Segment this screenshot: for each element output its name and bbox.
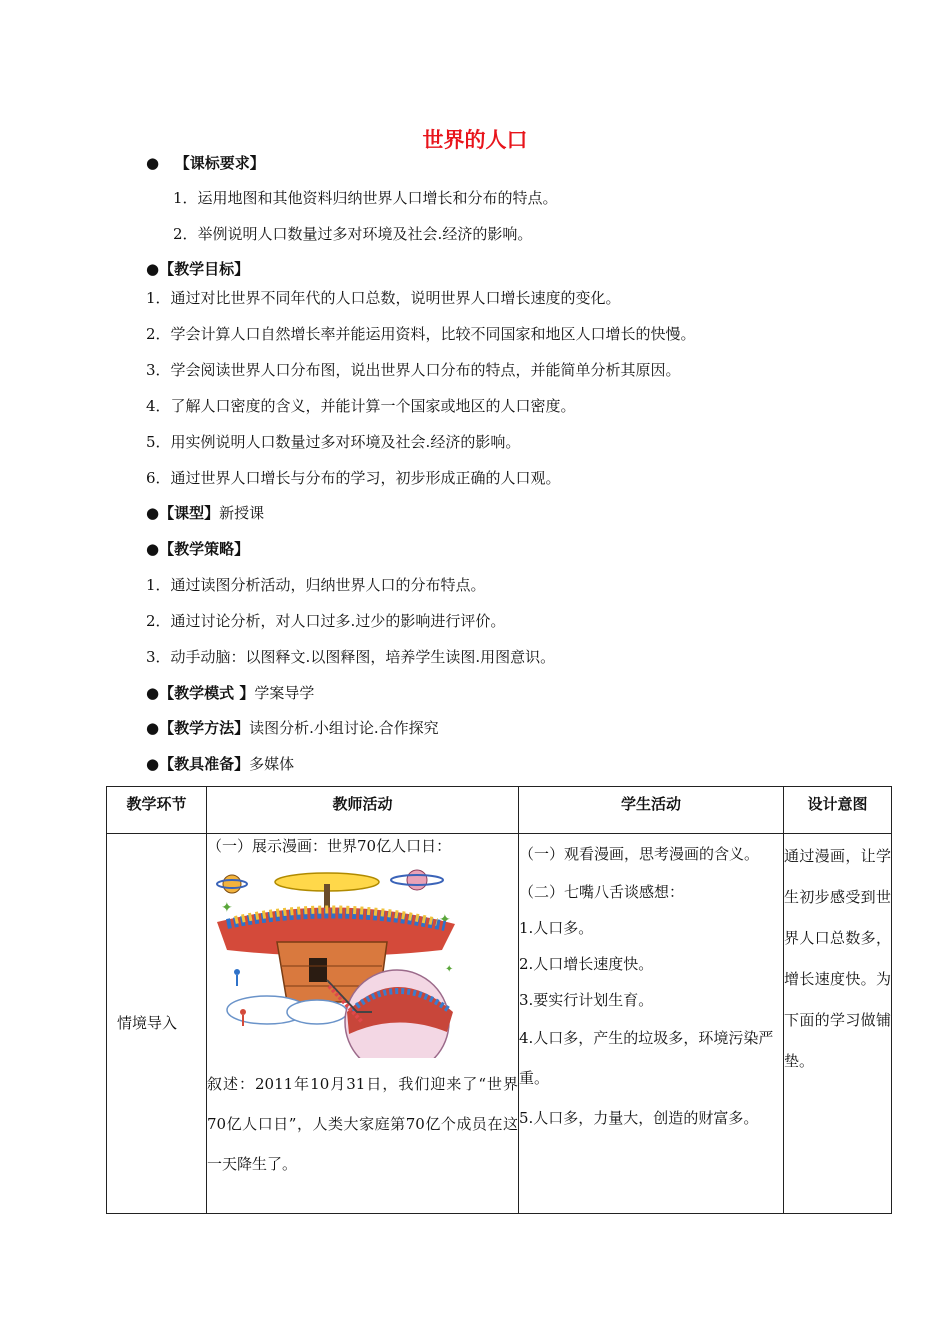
svg-text:✦: ✦	[445, 964, 454, 975]
teacher-intro: （一）展示漫画：世界70亿人口日：	[207, 837, 452, 855]
standard-item: 1．运用地图和其他资料归纳世界人口增长和分布的特点。	[173, 189, 558, 207]
strategy-item: 3．动手动脑：以图释文.以图释图，培养学生读图.用图意识。	[146, 648, 556, 666]
student-item: （二）七嘴八舌谈感想：	[519, 883, 685, 901]
student-activity-cell	[519, 834, 784, 1214]
header-student: 学生活动	[519, 787, 784, 834]
type-value: 新授课	[219, 504, 265, 522]
bullet-icon: ●	[146, 755, 160, 773]
tools-line	[146, 754, 294, 774]
type-heading: 【课型】	[159, 504, 220, 522]
world-population-comic	[207, 862, 463, 1058]
header-stage: 教学环节	[107, 787, 207, 834]
stage-cell: 情境导入	[107, 834, 207, 1214]
bullet-icon: ●	[146, 719, 160, 737]
mode-value: 学案导学	[254, 684, 315, 702]
mode-line	[146, 683, 314, 703]
strategy-item: 2．通过讨论分析，对人口过多.过少的影响进行评价。	[146, 612, 506, 630]
standard-heading: 【课标要求】	[174, 154, 265, 172]
tools-heading: 【教具准备】	[159, 755, 250, 773]
svg-text:✦: ✦	[439, 912, 451, 928]
header-intent: 设计意图	[784, 787, 892, 834]
table-row	[107, 834, 892, 1214]
student-item: 4.人口多，产生的垃圾多，环境污染严重。	[519, 1029, 774, 1087]
strategy-heading-line	[146, 539, 249, 559]
student-item: （一）观看漫画，思考漫画的含义。	[519, 845, 760, 863]
goals-heading: 【教学目标】	[159, 260, 250, 278]
strategy-item: 1．通过读图分析活动，归纳世界人口的分布特点。	[146, 576, 486, 594]
mode-heading: 【教学模式 】	[159, 684, 255, 702]
method-line	[146, 718, 439, 738]
student-item: 2.人口增长速度快。	[519, 955, 654, 973]
design-intent-cell: 通过漫画，让学生初步感受到世界人口总数多，增长速度快。为下面的学习做铺垫。	[784, 834, 892, 1214]
standard-item: 2．举例说明人口数量过多对环境及社会.经济的影响。	[173, 225, 533, 243]
teacher-narration: 叙述：2011年10月31日，我们迎来了“世界70亿人口日”，人类大家庭第70亿个成员在这一天降生了。	[207, 1075, 518, 1173]
goal-item: 3．学会阅读世界人口分布图，说出世界人口分布的特点，并能简单分析其原因。	[146, 361, 681, 379]
student-item: 3.要实行计划生育。	[519, 991, 654, 1009]
method-heading: 【教学方法】	[159, 719, 250, 737]
lesson-table	[106, 786, 892, 1214]
goals-heading-line	[146, 259, 249, 279]
teacher-activity-cell	[207, 834, 519, 1214]
page-title: 世界的人口	[422, 127, 528, 152]
strategy-heading: 【教学策略】	[159, 540, 250, 558]
bullet-icon: ●	[146, 684, 160, 702]
type-line	[146, 503, 264, 523]
bullet-icon: ●	[146, 154, 160, 172]
student-item: 5.人口多，力量大，创造的财富多。	[519, 1109, 759, 1127]
method-value: 读图分析.小组讨论.合作探究	[249, 719, 439, 737]
student-item: 1.人口多。	[519, 919, 594, 937]
goal-item: 5．用实例说明人口数量过多对环境及社会.经济的影响。	[146, 433, 521, 451]
standard-heading-line	[146, 153, 265, 173]
svg-text:✦: ✦	[221, 900, 233, 916]
goal-item: 6．通过世界人口增长与分布的学习，初步形成正确的人口观。	[146, 469, 561, 487]
header-teacher: 教师活动	[207, 787, 519, 834]
goal-item: 4．了解人口密度的含义，并能计算一个国家或地区的人口密度。	[146, 397, 576, 415]
table-header-row	[107, 787, 892, 834]
tools-value: 多媒体	[249, 755, 295, 773]
goal-item: 1．通过对比世界不同年代的人口总数，说明世界人口增长速度的变化。	[146, 289, 621, 307]
bullet-icon: ●	[146, 504, 160, 522]
bullet-icon: ●	[146, 260, 160, 278]
bullet-icon: ●	[146, 540, 160, 558]
goal-item: 2．学会计算人口自然增长率并能运用资料，比较不同国家和地区人口增长的快慢。	[146, 325, 696, 343]
